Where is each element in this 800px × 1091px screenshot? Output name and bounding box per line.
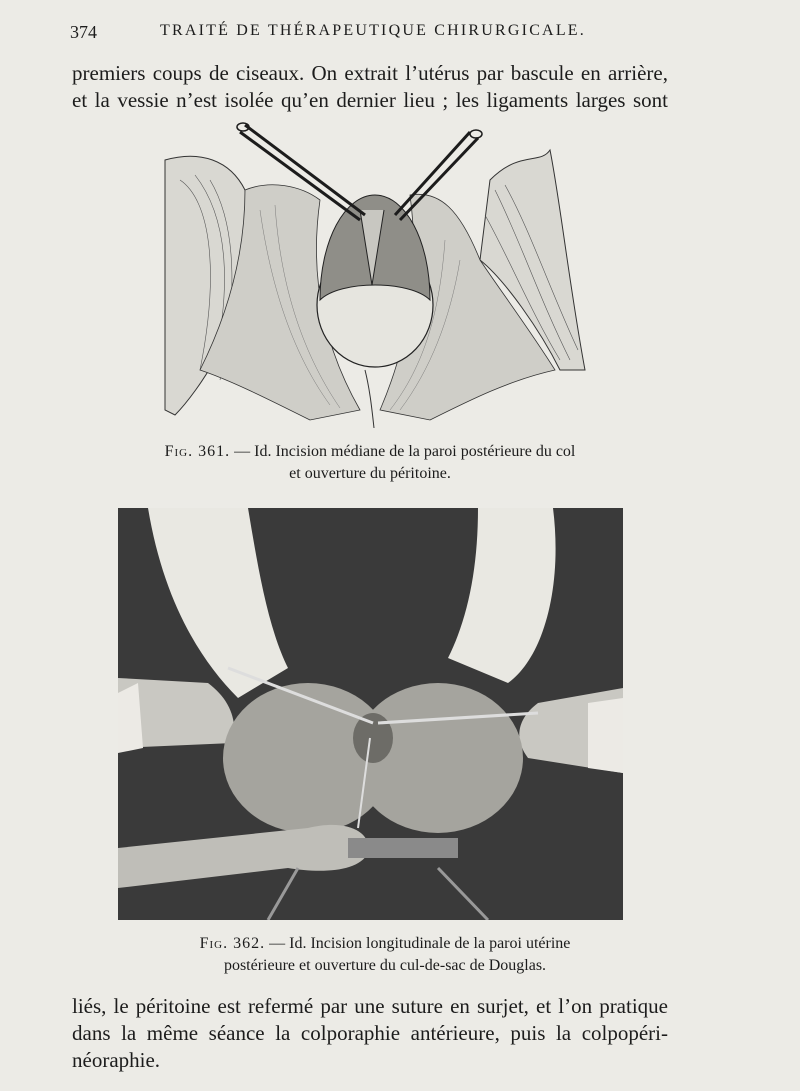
page-number: 374	[70, 22, 97, 42]
photograph-drawing	[118, 508, 623, 920]
text-line: premiers coups de ciseaux. On extrait l’utérus par bascule en arrière,	[72, 61, 668, 85]
figure-361-caption	[140, 441, 600, 485]
figure-361-engraving	[160, 120, 590, 430]
running-title: TRAITÉ DE THÉRAPEUTIQUE CHIRURGICALE.	[160, 22, 586, 39]
text-line: dans la même séance la colporaphie antérieure, puis la colpopéri-	[72, 1021, 668, 1045]
caption-text: et ouverture du péritoine.	[289, 465, 451, 482]
figure-362-caption	[150, 933, 620, 977]
caption-text: postérieure et ouverture du cul-de-sac de Douglas.	[223, 957, 547, 974]
text-line: et la vessie n’est isolée qu’en dernier lieu ; les ligaments larges sont	[72, 88, 668, 112]
caption-text: — Id. Incision longitudinale de la paroi utérine	[269, 935, 571, 952]
text-line: liés, le péritoine est refermé par une suture en surjet, et l’on pratique	[72, 994, 668, 1018]
text-line: néoraphie.	[72, 1048, 161, 1072]
caption-text: — Id. Incision médiane de la paroi postérieure du col	[234, 443, 576, 460]
body-text-top	[72, 60, 668, 114]
figure-label: Fig. 361.	[164, 443, 231, 460]
figure-label: Fig. 362.	[199, 935, 266, 952]
body-text-bottom	[72, 993, 668, 1074]
figure-362-photograph	[118, 508, 623, 920]
